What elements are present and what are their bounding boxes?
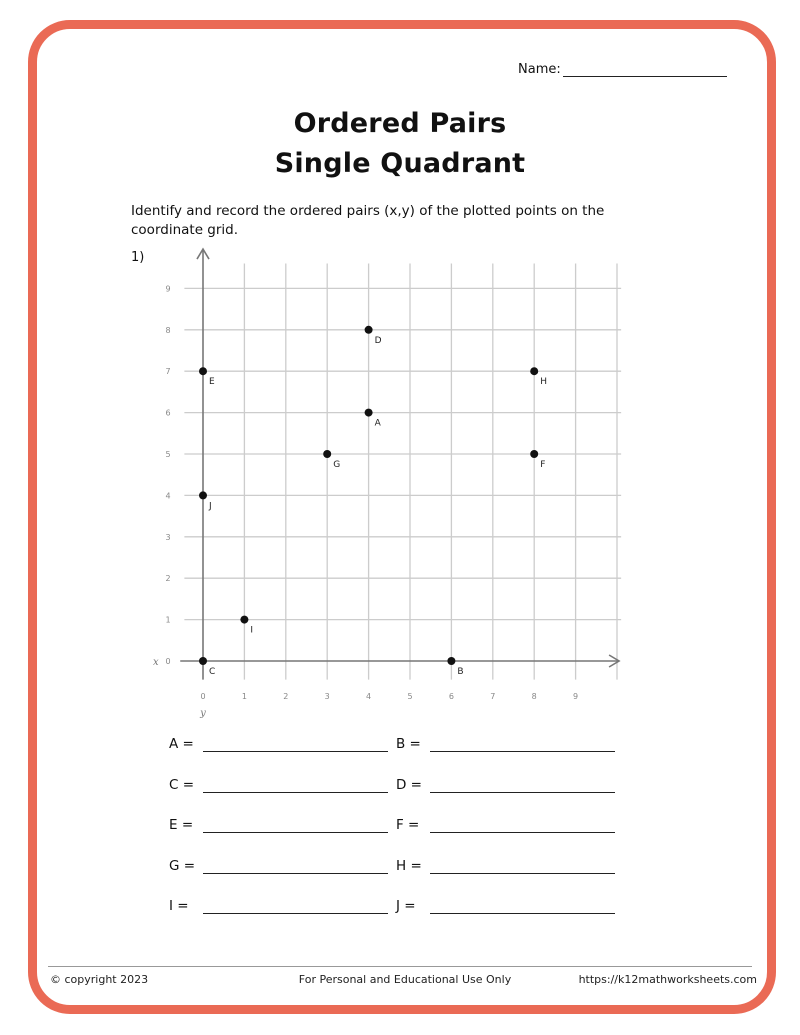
instructions-text: Identify and record the ordered pairs (x,y) of the plotted points on the coordinate grid. [131, 203, 605, 238]
answer-row-j [396, 898, 621, 914]
x-tick-label: 5 [407, 692, 413, 701]
point-g [323, 450, 331, 458]
x-tick-label: 7 [490, 692, 496, 701]
point-i [240, 616, 248, 624]
footer-divider [48, 966, 752, 967]
point-b [447, 657, 455, 665]
point-j [199, 491, 207, 499]
answer-blank[interactable] [203, 913, 388, 914]
x-tick-label: 8 [531, 692, 537, 701]
question-number: 1) [131, 250, 145, 265]
point-c [199, 657, 207, 665]
answer-blank[interactable] [430, 751, 615, 752]
point-label-a: A [374, 418, 381, 429]
answer-label: F = [396, 817, 420, 833]
point-label-g: G [333, 460, 341, 470]
footer-usage: For Personal and Educational Use Only [298, 973, 512, 986]
answer-row-f [396, 817, 621, 833]
answer-row-d [396, 777, 621, 793]
footer-copyright: © copyright 2023 [50, 973, 149, 986]
answer-row-i [169, 898, 394, 914]
answer-row-b [396, 736, 621, 752]
answer-blank[interactable] [203, 751, 388, 752]
answer-blank[interactable] [430, 913, 615, 914]
answer-label: I = [169, 898, 189, 914]
x-tick-label: 3 [324, 692, 330, 701]
y-tick-label: 7 [165, 367, 171, 377]
y-tick-label: 2 [165, 574, 171, 584]
point-label-b: B [457, 667, 464, 677]
point-label-e: E [209, 377, 215, 388]
x-tick-label: 6 [448, 692, 454, 701]
x-tick-label: 1 [241, 692, 247, 701]
y-tick-label: 9 [165, 284, 171, 294]
answer-row-e [169, 817, 394, 833]
x-axis-label: x [153, 657, 159, 668]
y-axis-label: y [200, 708, 206, 719]
point-label-f: F [540, 460, 546, 470]
answer-blank[interactable] [203, 832, 388, 833]
x-tick-label: 4 [366, 692, 372, 701]
point-label-h: H [540, 377, 547, 388]
page-subtitle: Single Quadrant [274, 148, 526, 179]
footer-website[interactable]: https://k12mathworksheets.com [578, 973, 757, 986]
point-f [530, 450, 538, 458]
answer-blank[interactable] [430, 873, 615, 874]
point-d [365, 326, 373, 334]
answer-label: B = [396, 736, 421, 752]
y-tick-label: 5 [165, 450, 171, 459]
point-label-c: C [209, 667, 216, 677]
answer-blank[interactable] [430, 832, 615, 833]
answer-blank[interactable] [203, 792, 388, 793]
name-label: Name: [518, 62, 561, 77]
y-tick-label: 4 [165, 491, 171, 501]
point-a [365, 409, 373, 417]
answer-row-a [169, 736, 394, 752]
point-label-j: J [209, 501, 212, 512]
point-label-d: D [374, 335, 382, 346]
answer-label: D = [396, 776, 422, 793]
answer-label: C = [169, 776, 195, 793]
answer-label: G = [169, 857, 196, 874]
point-h [530, 367, 538, 375]
answer-label: H = [396, 857, 422, 874]
answer-blank[interactable] [203, 873, 388, 874]
point-e [199, 367, 207, 375]
y-tick-label: 1 [165, 615, 171, 625]
answer-label: J = [396, 898, 416, 914]
answer-row-g [169, 858, 394, 874]
y-tick-label: 3 [165, 532, 171, 542]
y-tick-label: 0 [165, 657, 171, 666]
answer-blank[interactable] [430, 792, 615, 793]
y-tick-label: 8 [165, 325, 171, 335]
page-title: Ordered Pairs [293, 108, 507, 139]
answer-row-c [169, 777, 394, 793]
x-tick-label: 0 [200, 692, 206, 701]
point-label-i: I [250, 625, 254, 636]
answer-label: E = [169, 817, 194, 833]
x-tick-label: 9 [573, 692, 579, 701]
answer-row-h [396, 858, 621, 874]
x-tick-label: 2 [283, 692, 289, 701]
y-tick-label: 6 [165, 408, 171, 418]
answer-label: A = [169, 736, 194, 752]
